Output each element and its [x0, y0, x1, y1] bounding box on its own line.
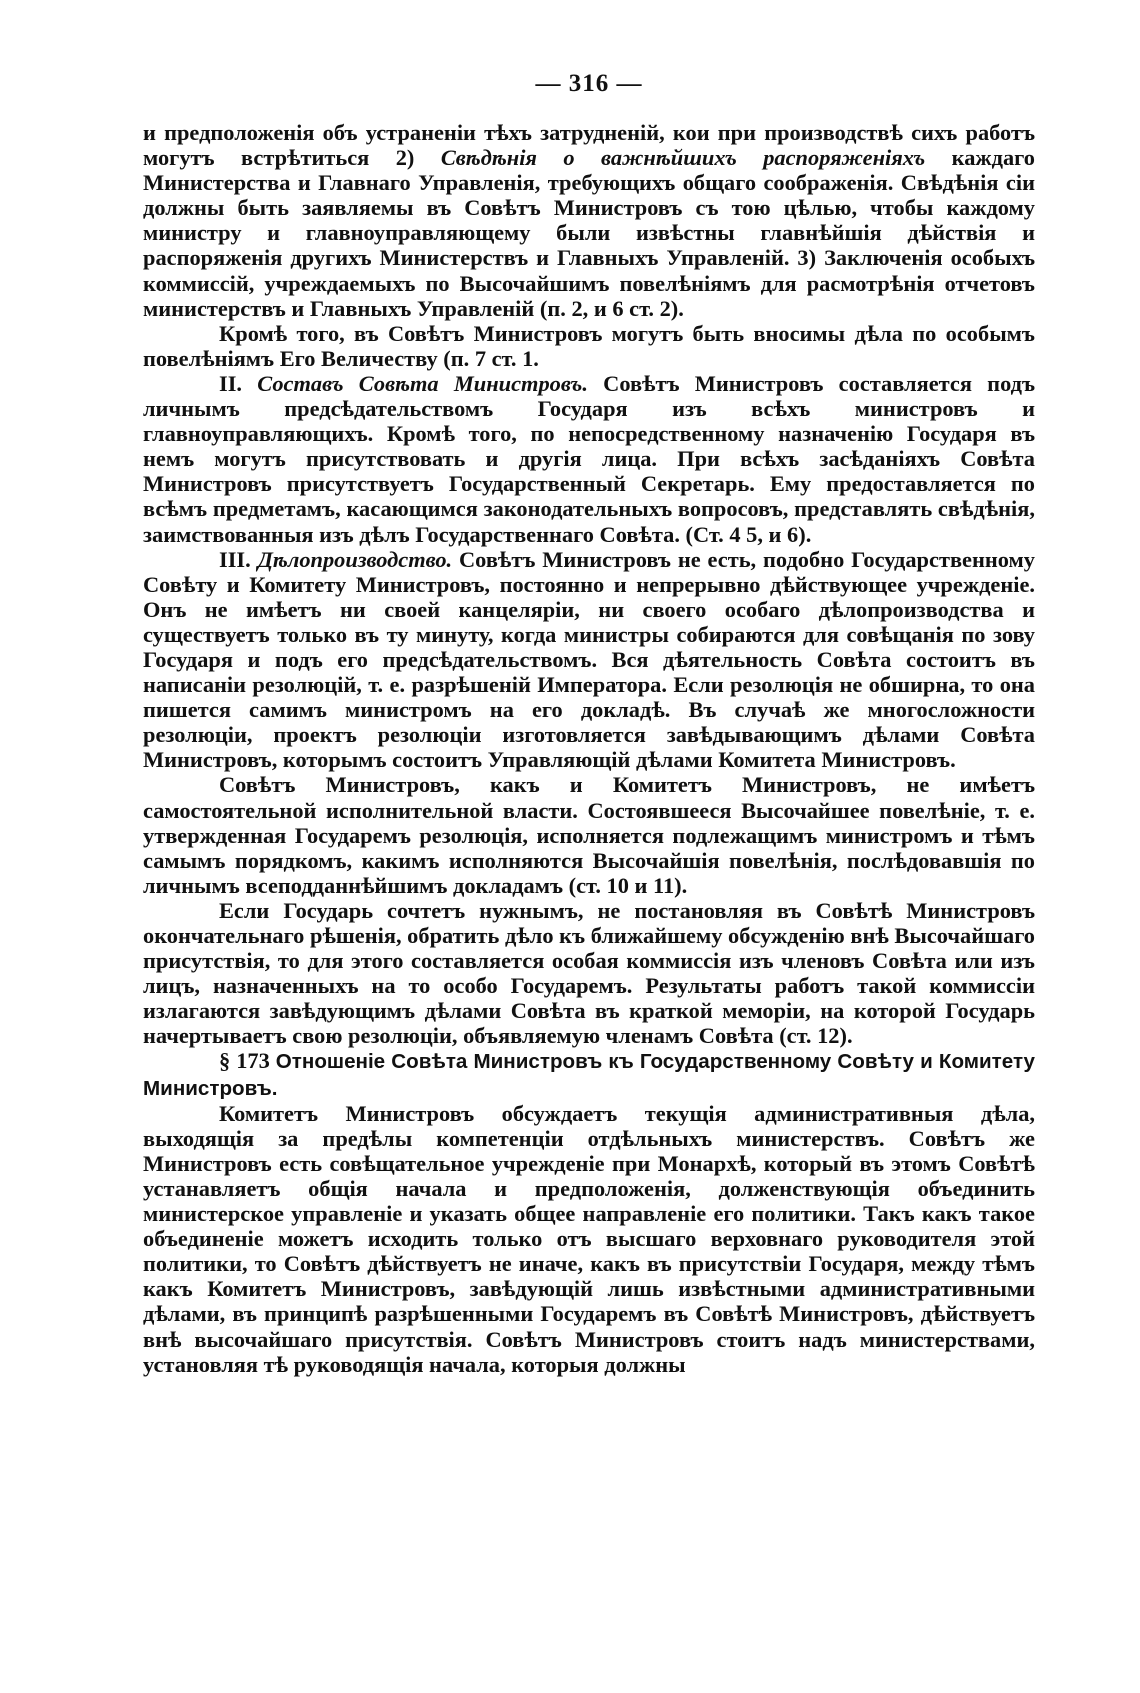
paragraph-4	[143, 547, 1035, 773]
section-II-title: Составъ Совѣта Министровъ.	[257, 370, 588, 396]
section-III-number: III.	[219, 546, 258, 572]
section-173-title: Отношеніе Совѣта Министровъ къ Государственному Совѣту и Комитету Министровъ.	[143, 1050, 1036, 1100]
paragraph-6: Если Государь сочтетъ нужнымъ, не постановляя въ Совѣтѣ Министровъ окончательнаго рѣшенія, обратить дѣло къ ближайшему обсужденію внѣ Высочайшаго присутствія, то для этого составляется особая коммиссія изъ членовъ Совѣта или изъ лицъ, назначенныхъ на то особо Государемъ. Результаты работъ такой коммиссіи излагаются завѣдующимъ дѣлами Совѣта въ краткой меморіи, на которой Государь начертываетъ свою резолюціи, объявляемую членамъ Совѣта (ст. 12).	[143, 897, 1035, 1049]
section-II-number: II.	[219, 370, 258, 396]
paragraph-3-text: Совѣтъ Министровъ составляется подъ личнымъ предсѣдательствомъ Государя изъ всѣхъ министровъ и главноуправляющихъ. Кромѣ того, по непосредственному назначенію Государя въ немъ могутъ присутствовать и другія лица. При всѣхъ засѣданіяхъ Совѣта Министровъ присутствуетъ Государственный Секретарь. Ему предоставляется по всѣмъ предметамъ, касающимся законодательныхъ вопросовъ, представлять свѣдѣнія, заимствованныя изъ дѣлъ Государственнаго Совѣта. (Ст. 4 5, и 6).	[143, 370, 1035, 547]
page-number: — 316 —	[535, 70, 643, 97]
paragraph-1-text-a: и предположенія объ устраненіи тѣхъ затрудненій, кои при производствѣ сихъ работъ могутъ встрѣтиться 2)	[143, 120, 1035, 171]
document-page	[143, 70, 1035, 1670]
paragraph-1	[143, 120, 1035, 321]
paragraph-1-italic: Свѣдѣнія о важнѣйшихъ распоряженіяхъ	[440, 145, 926, 171]
paragraph-8: Комитетъ Министровъ обсуждаетъ текущія административныя дѣла, выходящія за предѣлы компетенціи отдѣльныхъ министерствъ. Совѣтъ же Министровъ есть совѣщательное учрежденіе при Монархѣ, который въ этомъ Совѣтѣ устанавляетъ общія начала и предположенія, долженствующія объединить министерское управленіе и указать общее направленіе его политики. Такъ какъ такое объединеніе можетъ исходить только отъ высшаго верховнаго руководителя этой политики, то Совѣтъ дѣйствуетъ не иначе, какъ въ присутствіи Государя, между тѣмъ какъ Комитетъ Министровъ, завѣдующій лишь извѣстными административными дѣлами, въ принципѣ разрѣшенными Государемъ въ Совѣтѣ Министровъ, дѣйствуетъ внѣ высочайшаго присутствія. Совѣтъ Министровъ стоитъ надъ министерствами, установляя тѣ руководящія начала, которыя должны	[143, 1100, 1035, 1377]
section-173-sign: § 173	[219, 1048, 276, 1074]
paragraph-1-text-b: каждаго Министерства и Главнаго Управленія, требующихъ общаго соображенія. Свѣдѣнія сіи должны быть заявляемы въ Совѣтъ Министровъ съ тою цѣлью, чтобы каждому министру и главноуправляющему были извѣстны главнѣйшія дѣйствія и распоряженія другихъ Министерствъ и Главныхъ Управленій. 3) Заключенія особыхъ коммиссій, учреждаемыхъ по Высочайшимъ повелѣніямъ для расмотрѣнія отчетовъ министерствъ и Главныхъ Управленій (п. 2, и 6 ст. 2).	[143, 145, 1035, 321]
section-173-heading	[143, 1048, 1035, 1100]
section-III-title: Дѣлопроизводство.	[257, 546, 453, 572]
paragraph-5: Совѣтъ Министровъ, какъ и Комитетъ Министровъ, не имѣетъ самостоятельной исполнительной власти. Состоявшееся Высочайшее повелѣніе, т. е. утвержденная Государемъ резолюція, исполняется подлежащимъ министромъ и тѣмъ самымъ порядкомъ, какимъ исполняются Высочайшія повелѣнія, послѣдовавшія по личнымъ всеподданнѣйшимъ докладамъ (ст. 10 и 11).	[143, 772, 1035, 898]
paragraph-3	[143, 371, 1035, 547]
paragraph-2: Кромѣ того, въ Совѣтъ Министровъ могутъ быть вносимы дѣла по особымъ повелѣніямъ Его Величеству (п. 7 ст. 1.	[143, 320, 1035, 371]
paragraph-4-text: Совѣтъ Министровъ не есть, подобно Государственному Совѣту и Комитету Министровъ, постоянно и непрерывно дѣйствующее учрежденіе. Онъ не имѣетъ ни своей канцеляріи, ни своего особаго дѣлопроизводства и существуетъ только въ ту минуту, когда министры собираются для совѣщанія по зову Государя и подъ его предсѣдательствомъ. Вся дѣятельность Совѣта состоитъ въ написаніи резолюцій, т. е. разрѣшеній Императора. Если резолюція не обширна, то она пишется самимъ министромъ на его докладѣ. Въ случаѣ же многосложности резолюціи, проектъ резолюціи изготовляется завѣдывающимъ дѣлами Совѣта Министровъ, которымъ состоитъ Управляющій дѣлами Комитета Министровъ.	[143, 546, 1035, 773]
